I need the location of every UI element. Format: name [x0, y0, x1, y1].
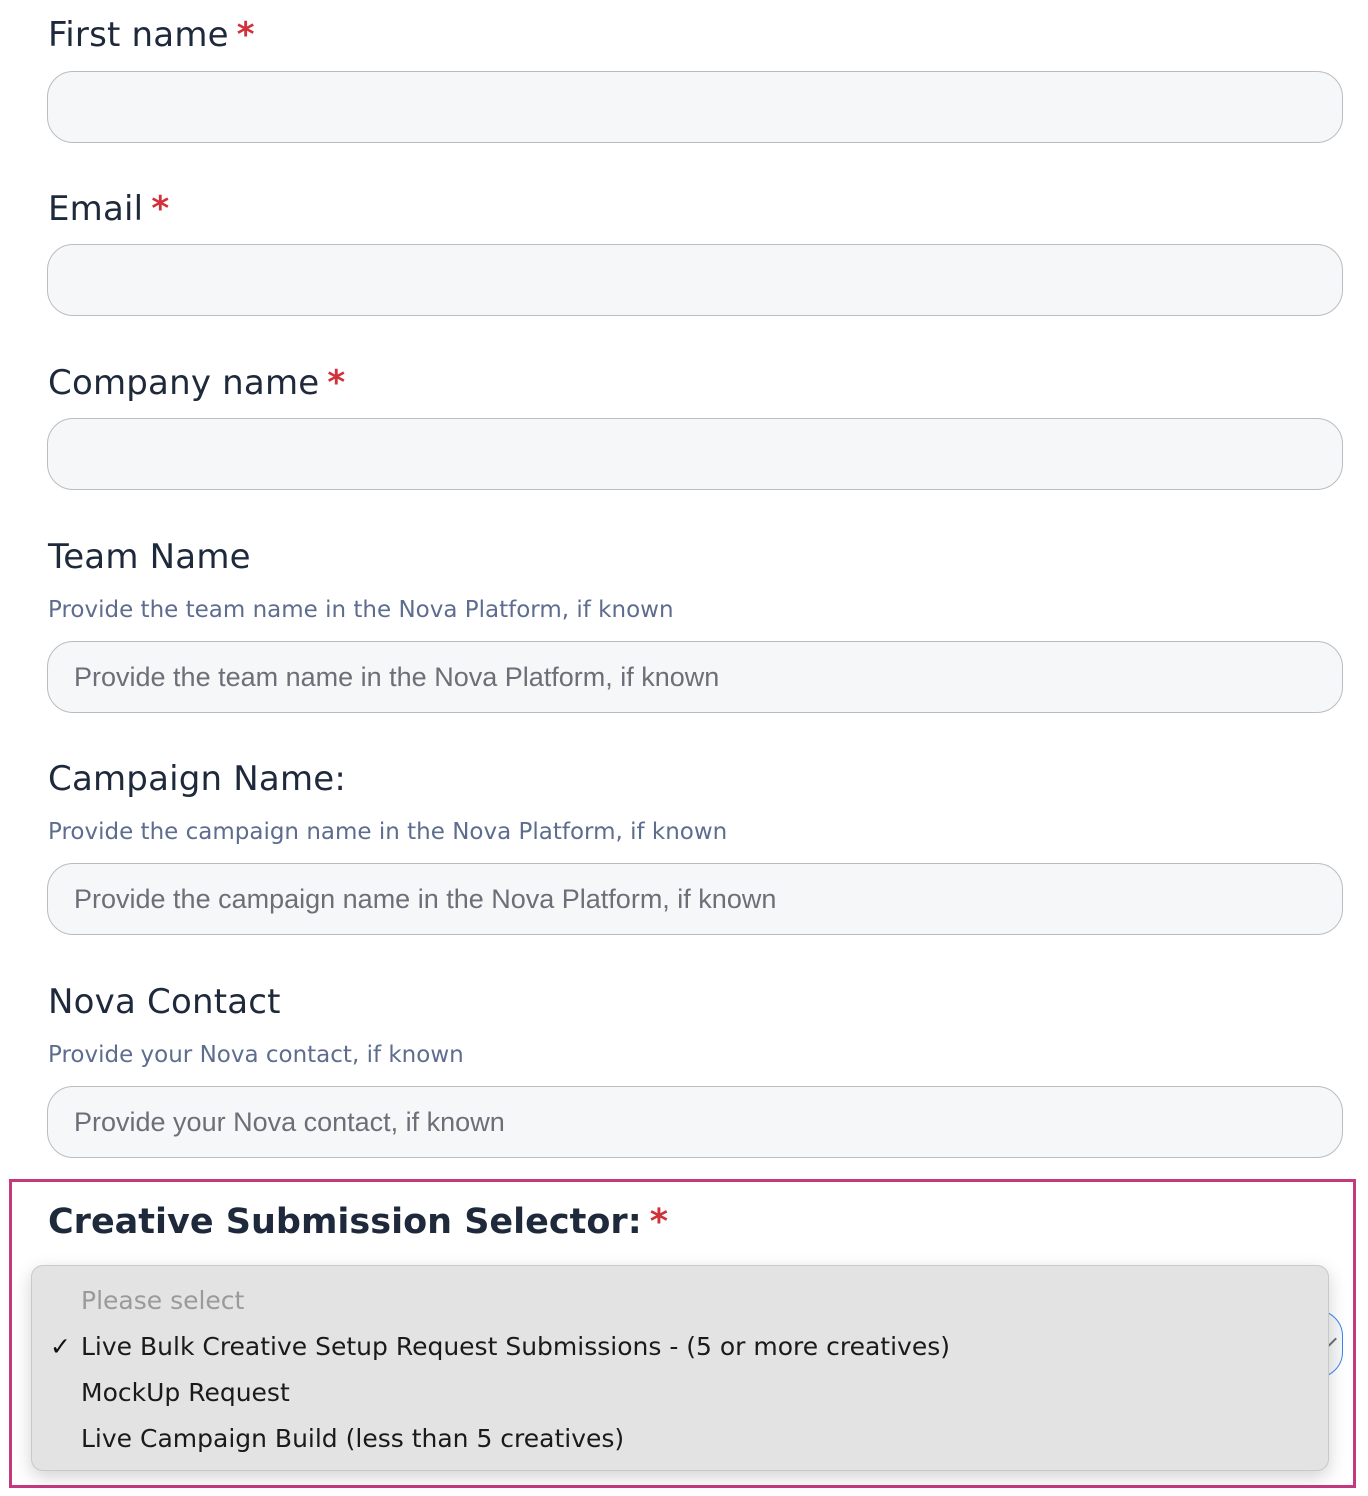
nova-contact-hint: Provide your Nova contact, if known — [48, 1042, 464, 1068]
required-marker: * — [327, 363, 346, 403]
first-name-label-text: First name — [48, 15, 229, 55]
option-live-campaign-build[interactable] — [32, 1416, 1328, 1462]
company-name-label-text: Company name — [48, 363, 320, 403]
email-label — [48, 189, 169, 229]
first-name-label — [48, 15, 255, 55]
nova-contact-input[interactable] — [47, 1086, 1343, 1158]
company-name-label — [48, 363, 345, 403]
option-label: Please select — [81, 1286, 245, 1315]
option-label: Live Bulk Creative Setup Request Submissions - (5 or more creatives) — [81, 1332, 950, 1361]
option-mockup-request[interactable] — [32, 1370, 1328, 1416]
checkmark-icon: ✓ — [50, 1332, 71, 1361]
company-name-input[interactable] — [47, 418, 1343, 490]
creative-selector-label — [48, 1200, 668, 1244]
team-name-label: Team Name — [48, 537, 251, 577]
email-input[interactable] — [47, 244, 1343, 316]
campaign-name-hint: Provide the campaign name in the Nova Platform, if known — [48, 819, 728, 845]
option-live-bulk-creative[interactable] — [32, 1324, 1328, 1370]
option-please-select — [32, 1278, 1328, 1324]
first-name-input[interactable] — [47, 71, 1343, 143]
required-marker: * — [649, 1202, 668, 1242]
creative-selector-label-text: Creative Submission Selector: — [48, 1202, 642, 1242]
team-name-input[interactable] — [47, 641, 1343, 713]
required-marker: * — [151, 189, 170, 229]
nova-contact-label: Nova Contact — [48, 982, 281, 1022]
email-label-text: Email — [48, 189, 144, 229]
campaign-name-input[interactable] — [47, 863, 1343, 935]
creative-selector-dropdown — [31, 1265, 1329, 1471]
required-marker: * — [236, 15, 255, 55]
team-name-hint: Provide the team name in the Nova Platform, if known — [48, 597, 674, 623]
campaign-name-label: Campaign Name: — [48, 759, 347, 799]
option-label: MockUp Request — [81, 1378, 290, 1407]
option-label: Live Campaign Build (less than 5 creatives) — [81, 1424, 625, 1453]
